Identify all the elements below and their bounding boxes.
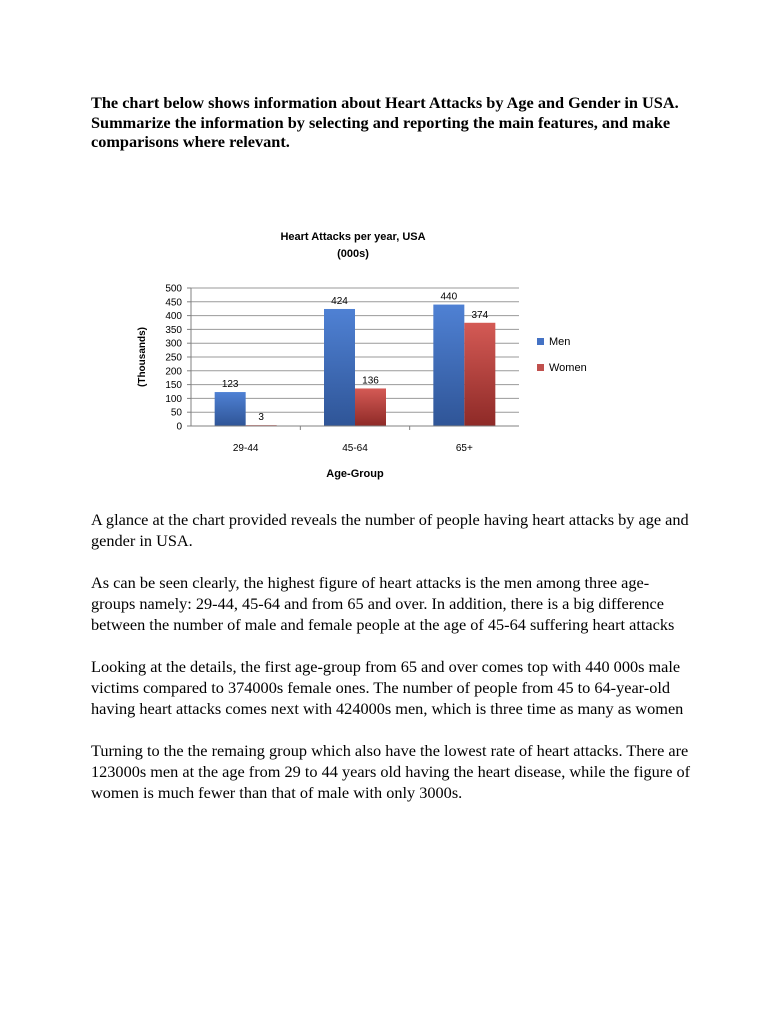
task-prompt: [91, 93, 691, 152]
chart-svg: [137, 220, 657, 490]
data-label: 136: [362, 375, 379, 387]
bars: [215, 305, 496, 426]
data-label: 424: [331, 295, 348, 307]
prompt-line-1: The chart below shows information about Heart Attacks by Age and Gender in USA.: [91, 93, 679, 112]
bar-women-45-64: [355, 388, 386, 426]
chart-title: Heart Attacks per year, USA: [280, 231, 426, 243]
bar-women-65+: [464, 323, 495, 426]
x-tick-label: 65+: [455, 443, 473, 454]
heart-attack-chart: [137, 220, 657, 490]
legend-swatch-women: [537, 364, 544, 371]
y-tick-label: 100: [165, 393, 182, 405]
essay-paragraph-4: Turning to the the remaing group which also have the lowest rate of heart attacks. There are 123000s men at the age from 29 to 44 years old having the heart disease, while the figure of women is much fewer than that of male with only 3000s.: [91, 741, 691, 802]
y-tick-label: 150: [165, 380, 182, 392]
bar-men-29-44: [215, 392, 246, 426]
essay-paragraph-2: As can be seen clearly, the highest figure of heart attacks is the men among three age-groups namely: 29-44, 45-64 and from 65 and over. In addition, there is a big difference between the number of male and female people at the age of 45-64 suffering heart attacks: [91, 573, 675, 634]
data-label: 3: [258, 412, 264, 424]
essay-paragraph-3: Looking at the details, the first age-group from 65 and over comes top with 440 000s male victims compared to 374000s female ones. The number of people from 45 to 64-year-old having heart attacks comes next with 424000s men, which is three time as many as women: [91, 657, 684, 718]
data-label: 440: [440, 291, 458, 303]
y-tick-label: 300: [165, 338, 182, 350]
data-label: 123: [221, 379, 239, 391]
y-tick-label: 250: [165, 352, 182, 364]
prompt-line-2: Summarize the information by selecting and reporting the main features, and make comparisons where relevant.: [91, 112, 671, 151]
x-tick-label: 45-64: [342, 443, 368, 454]
bar-men-65+: [433, 305, 464, 426]
chart-subtitle: (000s): [337, 248, 369, 260]
y-tick-label: 0: [176, 421, 182, 433]
y-tick-label: 350: [165, 324, 182, 336]
legend-swatch-men: [537, 338, 544, 345]
y-tick-label: 500: [165, 283, 182, 295]
y-tick-label: 450: [165, 297, 182, 309]
x-tick-label: 29-44: [232, 443, 259, 454]
essay-paragraph-1: A glance at the chart provided reveals the number of people having heart attacks by age and gender in USA.: [91, 510, 689, 550]
legend: [537, 336, 587, 374]
legend-label-men: Men: [549, 336, 571, 348]
essay-body: [91, 509, 691, 824]
y-tick-label: 200: [165, 366, 182, 378]
y-tick-label: 50: [170, 407, 182, 419]
legend-label-women: Women: [549, 362, 587, 374]
y-axis-label: (Thousands): [137, 327, 148, 387]
x-axis-label: Age-Group: [326, 468, 384, 480]
data-label: 374: [471, 309, 489, 321]
y-tick-label: 400: [165, 311, 182, 323]
bar-men-45-64: [324, 309, 355, 426]
